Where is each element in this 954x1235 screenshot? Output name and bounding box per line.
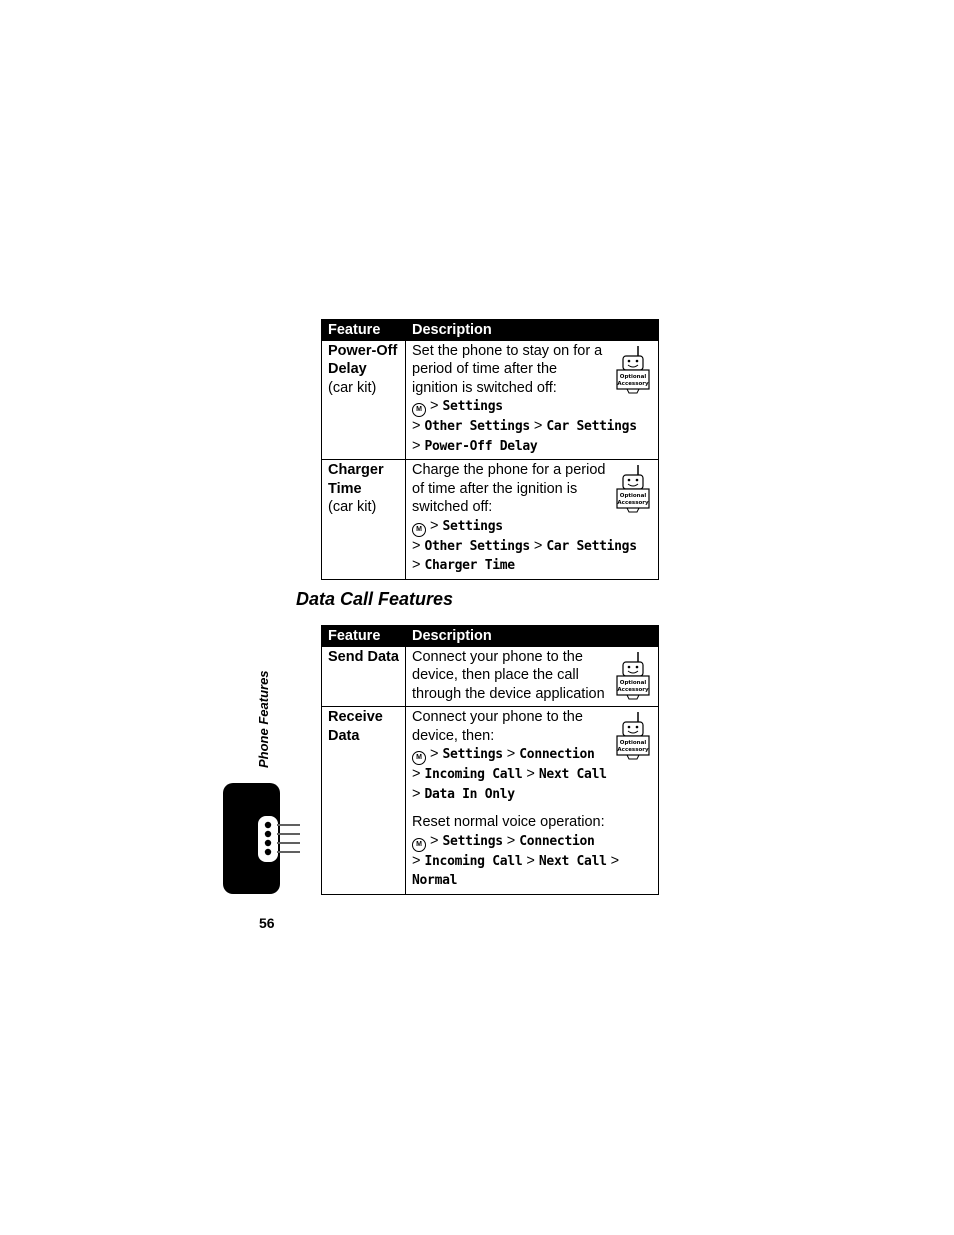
path-separator: > bbox=[412, 766, 421, 782]
path-separator: > bbox=[430, 746, 439, 762]
path-separator: > bbox=[533, 537, 543, 554]
feature-qualifier: (car kit) bbox=[328, 379, 377, 396]
description-cell bbox=[406, 707, 659, 895]
feature-qualifier: (car kit) bbox=[328, 499, 377, 515]
feature-name: Power-Off bbox=[328, 342, 398, 359]
table-row bbox=[322, 646, 659, 707]
description-cell bbox=[406, 460, 659, 580]
menu-item: Charger Time bbox=[424, 558, 515, 573]
menu-path bbox=[412, 417, 652, 437]
menu-item: Other Settings bbox=[424, 538, 530, 554]
path-separator: > bbox=[526, 766, 535, 782]
feature-name: Data bbox=[328, 727, 360, 744]
menu-item: Next Call bbox=[538, 853, 607, 869]
feature-header: Feature bbox=[322, 320, 406, 341]
accessory-label: Accessory bbox=[617, 686, 649, 693]
feature-name: Time bbox=[328, 480, 362, 497]
feature-cell bbox=[322, 340, 406, 460]
accessory-label: Optional bbox=[619, 493, 647, 499]
feature-name: Send Data bbox=[328, 648, 399, 665]
menu-item: Car Settings bbox=[546, 538, 637, 554]
menu-item: Settings bbox=[442, 518, 503, 534]
menu-item: Settings bbox=[442, 833, 503, 849]
menu-path bbox=[412, 785, 652, 805]
path-separator: > bbox=[430, 398, 439, 414]
path-separator: > bbox=[506, 832, 516, 849]
path-separator: > bbox=[412, 785, 421, 802]
description-cell bbox=[406, 340, 659, 460]
description-header: Description bbox=[406, 320, 659, 341]
feature-cell bbox=[322, 707, 406, 895]
feature-name: Receive bbox=[328, 709, 383, 725]
menu-item: Normal bbox=[412, 873, 458, 888]
table-header-row bbox=[322, 320, 659, 341]
menu-path bbox=[412, 437, 652, 457]
accessory-label: Accessory bbox=[617, 380, 649, 387]
optional-accessory-icon bbox=[616, 711, 650, 761]
menu-item: Incoming Call bbox=[424, 853, 523, 869]
section-title: Data Call Features bbox=[296, 589, 454, 609]
path-separator: > bbox=[430, 517, 439, 534]
menu-item: Connection bbox=[519, 833, 595, 849]
feature-name: Delay bbox=[328, 361, 367, 377]
menu-item: Next Call bbox=[538, 767, 607, 782]
data-call-features-table bbox=[321, 625, 659, 895]
menu-key-icon: M bbox=[412, 751, 426, 765]
menu-item: Connection bbox=[519, 747, 595, 762]
chapter-side-label: Phone Features bbox=[256, 670, 271, 768]
path-separator: > bbox=[533, 418, 543, 434]
description-text: Connect your phone to the device, then place the call through the device application bbox=[412, 648, 605, 702]
menu-item: Other Settings bbox=[424, 419, 530, 434]
feature-cell bbox=[322, 646, 406, 707]
menu-item: Settings bbox=[442, 399, 503, 414]
path-separator: > bbox=[526, 852, 535, 869]
accessory-label: Optional bbox=[619, 740, 647, 746]
page-number: 56 bbox=[259, 915, 275, 931]
feature-cell bbox=[322, 460, 406, 580]
menu-item: Incoming Call bbox=[424, 767, 523, 782]
table-row bbox=[322, 460, 659, 580]
menu-path bbox=[412, 832, 652, 852]
description-header: Description bbox=[406, 626, 659, 647]
accessory-label: Optional bbox=[619, 373, 647, 380]
menu-path bbox=[412, 556, 652, 576]
menu-item: Car Settings bbox=[546, 419, 637, 434]
description-text: Set the phone to stay on for a period of time after the ignition is switched off: bbox=[412, 342, 603, 396]
menu-key-icon: M bbox=[412, 403, 426, 417]
menu-key-icon: M bbox=[412, 523, 426, 537]
path-separator: > bbox=[412, 537, 421, 554]
accessory-label: Accessory bbox=[617, 500, 649, 506]
car-kit-features-table bbox=[321, 319, 659, 580]
menu-path bbox=[412, 765, 652, 785]
phone-features-list-icon bbox=[257, 815, 303, 863]
description-cell bbox=[406, 646, 659, 707]
description-text: Connect your phone to the device, then: bbox=[412, 709, 583, 744]
menu-item: Data In Only bbox=[424, 786, 515, 802]
feature-name: Charger bbox=[328, 462, 384, 478]
menu-key-icon: M bbox=[412, 838, 426, 852]
accessory-label: Optional bbox=[619, 679, 647, 686]
description-text: Reset normal voice operation: bbox=[412, 814, 605, 830]
optional-accessory-icon bbox=[616, 651, 650, 701]
menu-path bbox=[412, 517, 652, 537]
path-separator: > bbox=[412, 557, 421, 573]
optional-accessory-icon bbox=[616, 464, 650, 514]
optional-accessory-icon bbox=[616, 345, 650, 395]
accessory-label: Accessory bbox=[617, 747, 649, 753]
menu-path bbox=[412, 537, 652, 557]
feature-header: Feature bbox=[322, 626, 406, 647]
table-header-row bbox=[322, 626, 659, 647]
path-separator: > bbox=[412, 437, 421, 454]
table-row bbox=[322, 340, 659, 460]
path-separator: > bbox=[412, 852, 421, 869]
path-separator: > bbox=[506, 746, 516, 762]
menu-item: Power-Off Delay bbox=[424, 438, 538, 454]
menu-path bbox=[412, 852, 652, 891]
path-separator: > bbox=[610, 852, 620, 869]
menu-item: Settings bbox=[442, 747, 503, 762]
description-text: Charge the phone for a period of time after the ignition is switched off: bbox=[412, 462, 606, 515]
table-row bbox=[322, 707, 659, 895]
path-separator: > bbox=[430, 832, 439, 849]
menu-path bbox=[412, 397, 652, 417]
path-separator: > bbox=[412, 418, 421, 434]
